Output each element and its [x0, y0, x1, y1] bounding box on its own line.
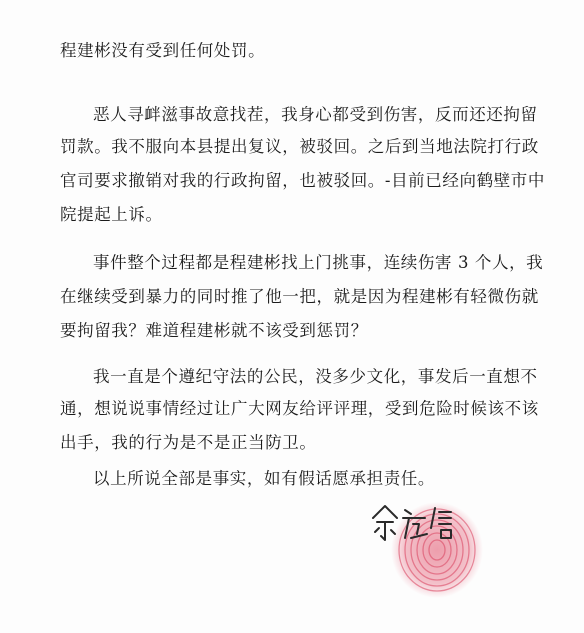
text-line: 在继续受到暴力的同时推了他一把，就是因为程建彬有轻微伤就 [60, 287, 539, 306]
text-line: 恶人寻衅滋事故意找茬，我身心都受到伤害，反而还还拘留 [93, 105, 538, 124]
text-line: 院提起上诉。 [60, 205, 163, 224]
text-line: 要拘留我？难道程建彬就不该受到惩罚？ [60, 321, 368, 340]
text-line: 官司要求撤销对我的行政拘留，也被驳回。-目前已经向鹤壁市中 [60, 171, 545, 190]
text-line: 我一直是个遵纪守法的公民，没多少文化，事发后一直想不 [93, 367, 538, 386]
text-line: 罚款。我不服向本县提出复议，被驳回。之后到当地法院打行政 [60, 137, 539, 156]
text-line: 出手，我的行为是不是正当防卫。 [60, 433, 317, 452]
text-line: 事件整个过程都是程建彬找上门挑事，连续伤害 3 个人，我 [93, 253, 544, 272]
text-line: 以上所说全部是事实，如有假话愿承担责任。 [93, 469, 435, 488]
text-line: 通，想说说事情经过让广大网友给评评理，受到危险时候该不该 [60, 399, 539, 418]
signature-with-fingerprint [355, 488, 495, 603]
text-line: 程建彬没有受到任何处罚。 [60, 41, 266, 60]
fingerprint-icon [355, 488, 495, 603]
